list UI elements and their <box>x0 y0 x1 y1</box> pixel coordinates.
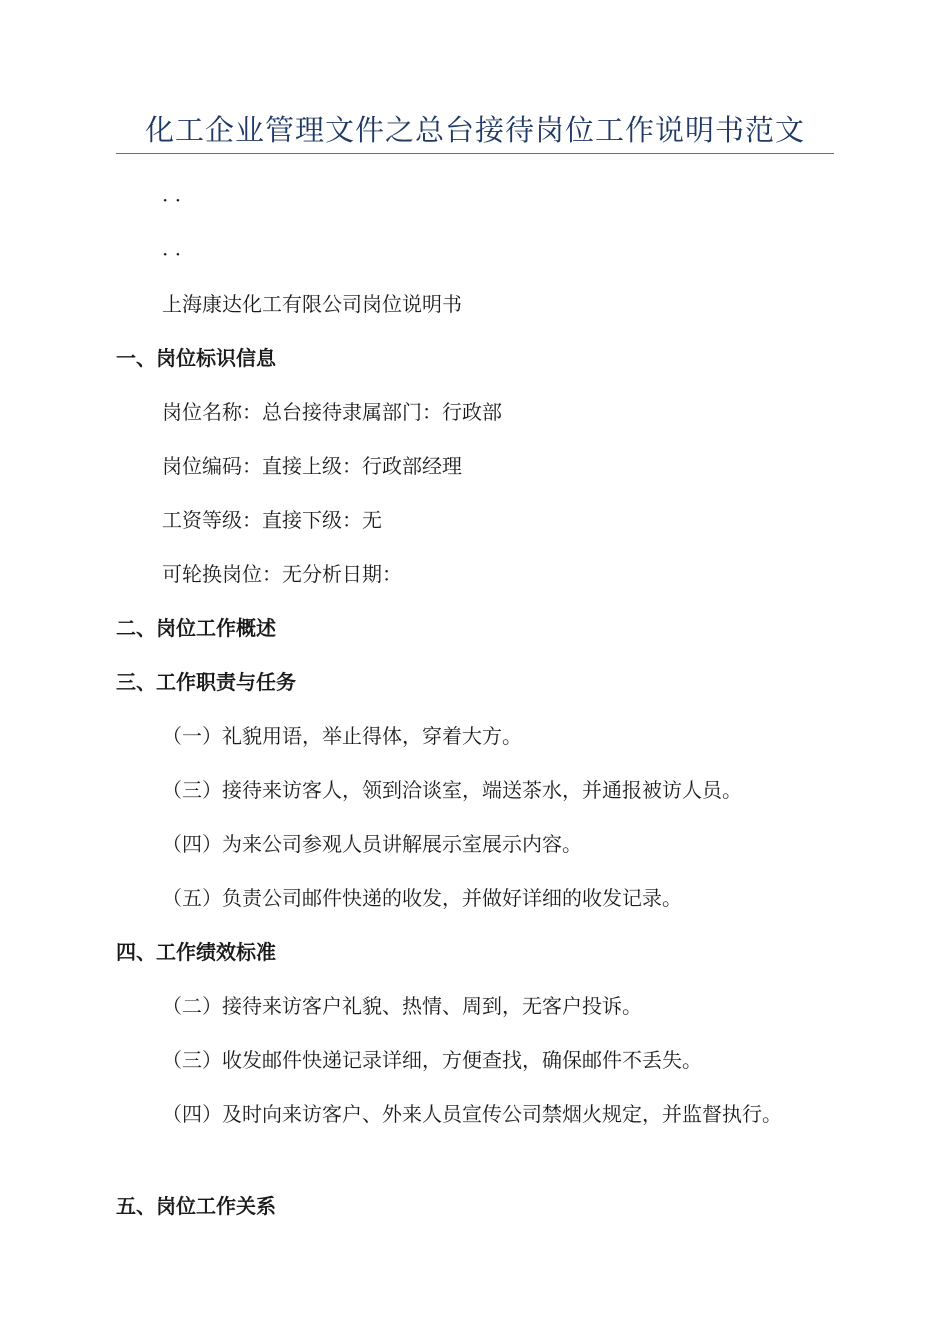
standard-item: （三）收发邮件快递记录详细，方便查找，确保邮件不丢失。 <box>162 1048 702 1072</box>
standard-item-wrapped: （四）及时向来访客户、外来人员宣传公司禁烟火规定，并监督执行。 <box>162 1102 782 1126</box>
info-line-salary-grade: 工资等级：直接下级：无 <box>162 508 382 532</box>
section-heading-5: 五、岗位工作关系 <box>116 1194 276 1218</box>
info-line-position-name: 岗位名称：总台接待隶属部门：行政部 <box>162 400 502 424</box>
section-heading-2: 二、岗位工作概述 <box>116 616 276 640</box>
company-line: 上海康达化工有限公司岗位说明书 <box>162 292 462 316</box>
title-underline <box>116 153 834 154</box>
duty-item: （三）接待来访客人，领到洽谈室，端送茶水，并通报被访人员。 <box>162 778 742 802</box>
section-heading-1: 一、岗位标识信息 <box>116 346 276 370</box>
document-title: 化工企业管理文件之总台接待岗位工作说明书范文 <box>144 113 805 147</box>
section-heading-3: 三、工作职责与任务 <box>116 670 296 694</box>
section-heading-4: 四、工作绩效标准 <box>116 940 276 964</box>
duty-item: （五）负责公司邮件快递的收发，并做好详细的收发记录。 <box>162 886 682 910</box>
standard-item: （二）接待来访客户礼貌、热情、周到，无客户投诉。 <box>162 994 642 1018</box>
duty-item: （四）为来公司参观人员讲解展示室展示内容。 <box>162 832 582 856</box>
info-line-rotation: 可轮换岗位：无分析日期： <box>162 562 402 586</box>
dots-line: · · <box>162 242 182 266</box>
duty-item: （一）礼貌用语，举止得体，穿着大方。 <box>162 724 522 748</box>
info-line-position-code: 岗位编码：直接上级：行政部经理 <box>162 454 462 478</box>
dots-line: · · <box>162 188 182 212</box>
